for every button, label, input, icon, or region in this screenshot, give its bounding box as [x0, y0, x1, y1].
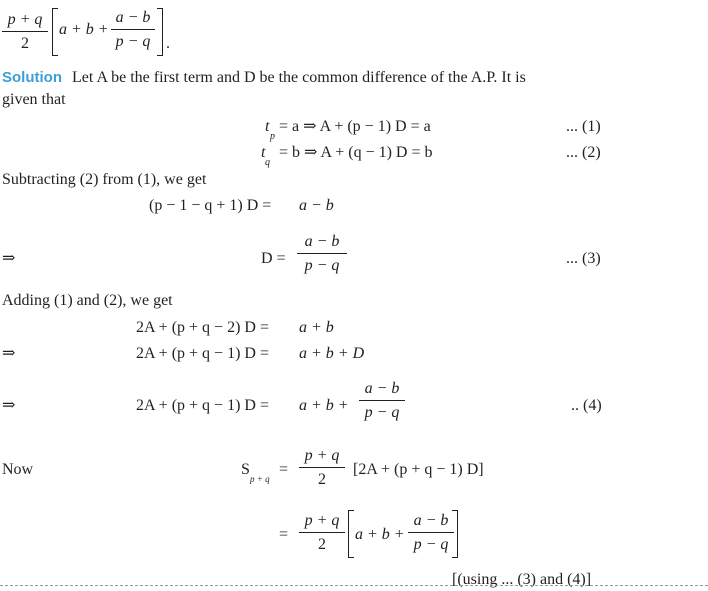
now-fraction	[299, 448, 345, 488]
eq-add2-rhs: a + b + D	[299, 345, 365, 362]
top-inner-numerator: a − b	[111, 10, 155, 30]
now-eq: =	[279, 461, 289, 478]
final-inner-denominator: p − q	[413, 536, 449, 553]
final-right-bracket	[452, 510, 458, 558]
now-rest: [2A + (p + q − 1) D]	[353, 461, 484, 478]
final-inner-fraction	[408, 513, 454, 553]
solution-text-1: Let A be the first term and D be the common difference of the A.P. It is	[72, 69, 526, 86]
top-fraction-denominator: 2	[21, 35, 29, 52]
final-numerator: p + q	[299, 513, 345, 533]
top-fraction	[2, 12, 48, 52]
top-left-bracket	[52, 8, 58, 56]
eq1-rhs: = a ⇒ A + (p − 1) D = a	[279, 118, 431, 135]
solution-line-1	[2, 70, 526, 86]
solution-line-2: given that	[2, 91, 66, 108]
eq3-fraction	[297, 234, 347, 274]
eq-add1-rhs: a + b	[299, 319, 334, 336]
eq1-tag: ... (1)	[566, 118, 601, 135]
final-eq: =	[279, 526, 289, 543]
final-fraction	[299, 513, 345, 553]
top-inner-denominator: p − q	[115, 33, 151, 50]
now-numerator: p + q	[299, 448, 345, 468]
eq3-lhs: D =	[261, 250, 286, 267]
top-fraction-numerator: p + q	[2, 12, 48, 32]
eq2-rhs: = b ⇒ A + (q − 1) D = b	[279, 144, 433, 161]
eq4-denominator: p − q	[364, 404, 400, 421]
eq1-lhs-t: t	[265, 118, 270, 135]
now-s: S	[241, 461, 250, 478]
eq4-lhs: 2A + (p + q − 1) D =	[136, 397, 269, 414]
eq4-rhs: a + b +	[299, 397, 349, 414]
top-inner-ab: a + b +	[59, 21, 109, 38]
eq1-lhs-sub: p	[270, 131, 275, 142]
eq-sub-lhs: (p − 1 − q + 1) D =	[149, 197, 272, 214]
eq3-tag: ... (3)	[566, 250, 601, 267]
top-inner-fraction	[111, 10, 155, 50]
eq4-numerator: a − b	[359, 381, 405, 401]
top-right-bracket	[157, 8, 163, 56]
eq4-tag: .. (4)	[571, 397, 602, 414]
now-denominator: 2	[318, 471, 326, 488]
eq-add2-lhs: 2A + (p + q − 1) D =	[136, 345, 269, 362]
now-label: Now	[2, 461, 34, 478]
page-bottom-divider	[0, 585, 708, 586]
eq2-lhs-t: t	[261, 144, 266, 161]
final-note: [(using ... (3) and (4)]	[452, 571, 592, 588]
solution-label: Solution	[2, 69, 62, 86]
now-s-sub: p + q	[250, 474, 270, 484]
final-left-bracket	[348, 510, 354, 558]
eq4-fraction	[359, 381, 405, 421]
eq3-numerator: a − b	[297, 234, 347, 254]
final-inner-ab: a + b +	[355, 526, 405, 543]
eq4-arrow: ⇒	[2, 397, 16, 414]
eq-add1-lhs: 2A + (p + q − 2) D =	[136, 319, 269, 336]
eq3-denominator: p − q	[304, 257, 340, 274]
eq2-tag: ... (2)	[566, 144, 601, 161]
subtracting-text: Subtracting (2) from (1), we get	[2, 171, 207, 188]
top-trailing-dot: .	[166, 35, 170, 52]
eq2-lhs-sub: q	[265, 157, 270, 168]
adding-text: Adding (1) and (2), we get	[2, 292, 173, 309]
final-denominator: 2	[318, 536, 326, 553]
eq3-arrow: ⇒	[2, 250, 16, 267]
final-inner-numerator: a − b	[408, 513, 454, 533]
eq-sub-rhs: a − b	[299, 197, 334, 214]
eq-add2-arrow: ⇒	[2, 345, 16, 362]
